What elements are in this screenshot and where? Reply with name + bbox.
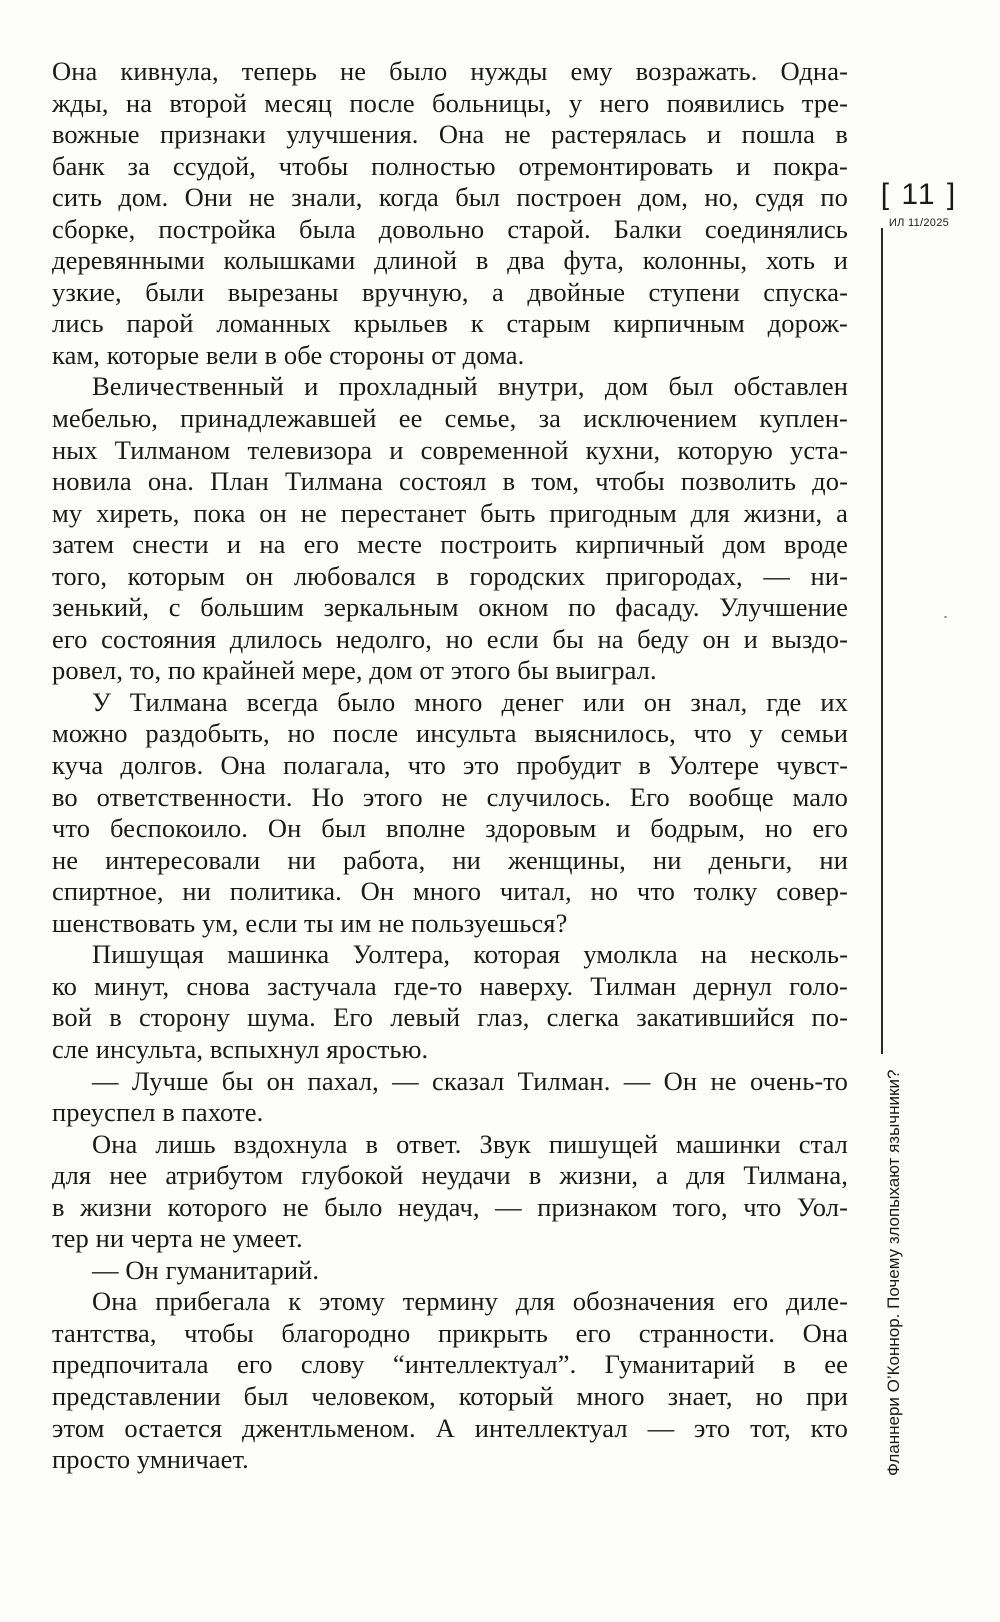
text-line: что беспокоило. Он был вполне здоровым и бодрым, но его [52, 813, 848, 844]
text-line: для нее атрибутом глубокой неудачи в жизни, а для Тилмана, [52, 1160, 848, 1191]
paragraph-first-line: Пишущая машинка Уолтера, которая умолкла на несколь- [92, 939, 848, 970]
text-line: того, которым он любовался в городских пригородах, — ни- [52, 560, 848, 591]
text-line: банк за ссудой, чтобы полностью отремонтировать и покра- [52, 150, 848, 181]
text-line: его состояния длилось недолго, но если бы на беду он и выздо- [52, 623, 848, 654]
text-line: преуспел в пахоте. [52, 1097, 264, 1128]
text-line: вожные признаки улучшения. Она не растерялась и пошла в [52, 119, 848, 150]
text-line: ных Тилманом телевизора и современной кухни, которую уста- [52, 434, 848, 465]
print-speck [944, 616, 947, 618]
text-line: тантства, чтобы благородно прикрыть его странности. Она [52, 1317, 848, 1348]
text-line: мебелью, принадлежавшей ее семье, за исключением куплен- [52, 403, 848, 434]
text-line: предпочитала его слову “интеллектуал”. Гуманитарий в ее [52, 1349, 848, 1380]
folio [874, 178, 964, 230]
text-line: му хиреть, пока он не перестанет быть пригодным для жизни, а [52, 497, 848, 528]
text-line: этом остается джентльменом. А интеллектуал — это тот, кто [52, 1412, 848, 1443]
paragraph-first-line: У Тилмана всегда было много денег или он знал, где их [92, 686, 848, 717]
body-text [52, 56, 848, 1476]
text-line: во ответственности. Но этого не случилось. Его вообще мало [52, 781, 848, 812]
text-line: жды, на второй месяц после больницы, у него появились тре- [52, 87, 848, 118]
text-line: сле инсульта, вспыхнул яростью. [52, 1033, 429, 1064]
text-line: вой в сторону шума. Его левый глаз, слегка закатившийся по- [52, 1002, 848, 1033]
text-line: новила она. План Тилмана состоял в том, чтобы позволить до- [52, 466, 848, 497]
text-line: деревянными колышками длиной в два фута, колонны, хоть и [52, 245, 848, 276]
paragraph-first-line: Она прибегала к этому термину для обозначения его диле- [92, 1286, 848, 1317]
text-line: просто умничает. [52, 1444, 249, 1475]
text-line: в жизни которого не было неудач, — признаком того, что Уол- [52, 1191, 848, 1222]
vertical-rule [881, 228, 883, 1054]
text-line: можно раздобыть, но после инсульта выяснилось, что у семьи [52, 718, 848, 749]
text-line: куча долгов. Она полагала, что это пробудит в Уолтере чувст- [52, 750, 848, 781]
text-line: узкие, были вырезаны вручную, а двойные ступени спуска- [52, 276, 848, 307]
dialogue-line: — Он гуманитарий. [92, 1254, 320, 1285]
text-line: ко минут, снова застучала где-то наверху. Тилман дернул голо- [52, 970, 848, 1001]
text-line: шенствовать ум, если ты им не пользуешься? [52, 907, 568, 938]
text-line: лись парой ломанных крыльев к старым кирпичным дорож- [52, 308, 848, 339]
running-title: Фланнери О’Коннор. Почему злопыхают язычники? [884, 1069, 903, 1476]
text-line: спиртное, ни политика. Он много читал, но что толку совер- [52, 876, 848, 907]
paragraph-first-line: Она лишь вздохнула в ответ. Звук пишущей машинки стал [92, 1128, 848, 1159]
text-line: тер ни черта не умеет. [52, 1223, 303, 1254]
issue-label: ИЛ 11/2025 [888, 217, 950, 229]
text-line: ровел, то, по крайней мере, дом от этого бы выиграл. [52, 655, 657, 686]
paragraph-first-line: Величественный и прохладный внутри, дом был обставлен [92, 371, 848, 402]
dialogue-line: — Лучше бы он пахал, — сказал Тилман. — Он не очень-то [92, 1065, 848, 1096]
text-line: затем снести и на его месте построить кирпичный дом вроде [52, 529, 848, 560]
text-line: сборке, постройка была довольно старой. Балки соединялись [52, 213, 848, 244]
text-line: Она кивнула, теперь не было нужды ему возражать. Одна- [52, 56, 848, 86]
text-line: кам, которые вели в обе стороны от дома. [52, 339, 525, 370]
text-line: зенький, с большим зеркальным окном по фасаду. Улучшение [52, 592, 848, 623]
text-line: сить дом. Они не знали, когда был построен дом, но, судя по [52, 182, 848, 213]
text-line: не интересовали ни работа, ни женщины, ни деньги, ни [52, 844, 848, 875]
text-line: представлении был человеком, который много знает, но при [52, 1380, 848, 1411]
page-number: [ 11 ] [880, 178, 958, 211]
